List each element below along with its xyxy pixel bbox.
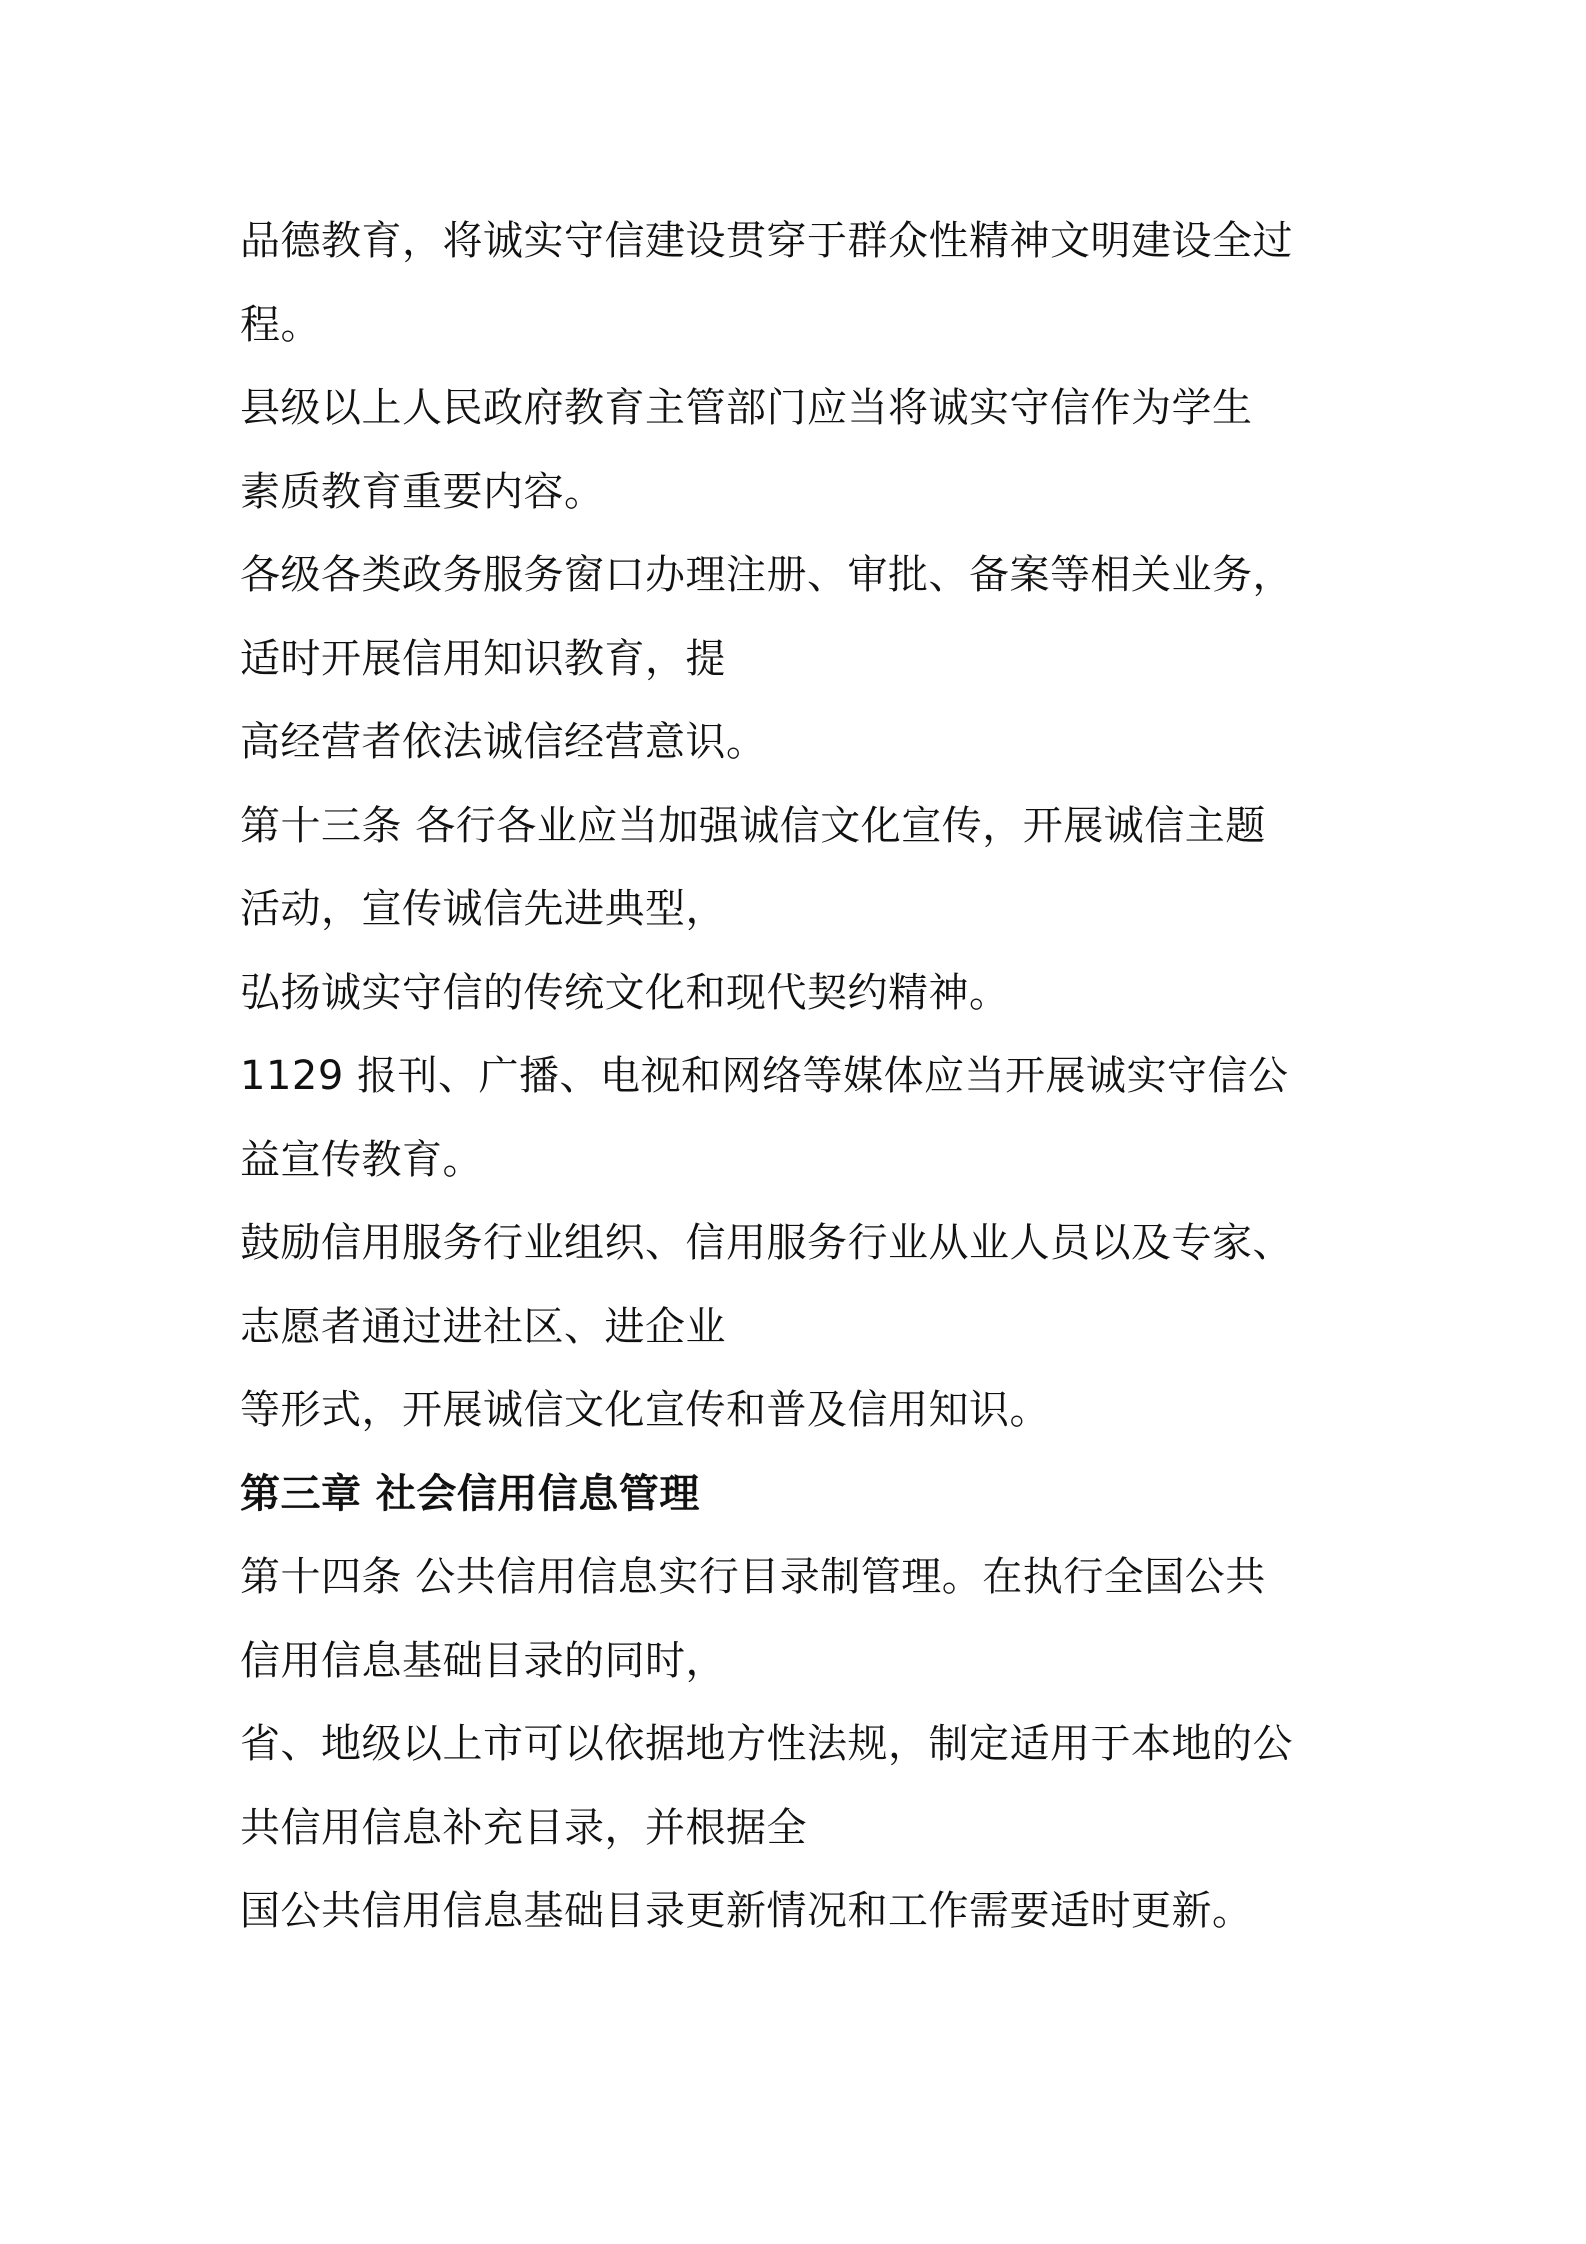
text-line: 鼓励信用服务行业组织、信用服务行业从业人员以及专家、 bbox=[240, 1220, 1293, 1266]
text-line: 共信用信息补充目录，并根据全 bbox=[240, 1804, 807, 1851]
text-line: 益宣传教育。 bbox=[240, 1136, 483, 1183]
document-body bbox=[240, 200, 1360, 1954]
chapter-3-heading: 第三章 社会信用信息管理 bbox=[240, 1470, 700, 1517]
text-line: 高经营者依法诚信经营意识。 bbox=[240, 719, 767, 765]
text-line: 等形式，开展诚信文化宣传和普及信用知识。 bbox=[240, 1387, 1050, 1433]
article-14-heading-line: 第十四条 公共信用信息实行目录制管理。在执行全国公共 bbox=[240, 1554, 1266, 1600]
text-line: 1129 报刊、广播、电视和网络等媒体应当开展诚实守信公 bbox=[240, 1053, 1289, 1099]
text-line: 县级以上人民政府教育主管部门应当将诚实守信作为学生 bbox=[240, 385, 1253, 431]
article-13-heading-line: 第十三条 各行各业应当加强诚信文化宣传，开展诚信主题 bbox=[240, 802, 1266, 849]
text-line: 程。 bbox=[240, 301, 321, 348]
text-line: 志愿者通过进社区、进企业 bbox=[240, 1303, 726, 1350]
text-line: 信用信息基础目录的同时， bbox=[240, 1637, 726, 1684]
text-line: 素质教育重要内容。 bbox=[240, 468, 605, 515]
text-line: 国公共信用信息基础目录更新情况和工作需要适时更新。 bbox=[240, 1888, 1253, 1934]
text-line: 各级各类政务服务窗口办理注册、审批、备案等相关业务， bbox=[240, 552, 1293, 598]
text-line: 省、地级以上市可以依据地方性法规，制定适用于本地的公 bbox=[240, 1721, 1293, 1767]
text-line: 弘扬诚实守信的传统文化和现代契约精神。 bbox=[240, 969, 1010, 1016]
text-line: 活动，宣传诚信先进典型， bbox=[240, 886, 726, 932]
text-line: 适时开展信用知识教育，提 bbox=[240, 635, 726, 682]
text-line: 品德教育，将诚实守信建设贯穿于群众性精神文明建设全过 bbox=[240, 218, 1293, 264]
